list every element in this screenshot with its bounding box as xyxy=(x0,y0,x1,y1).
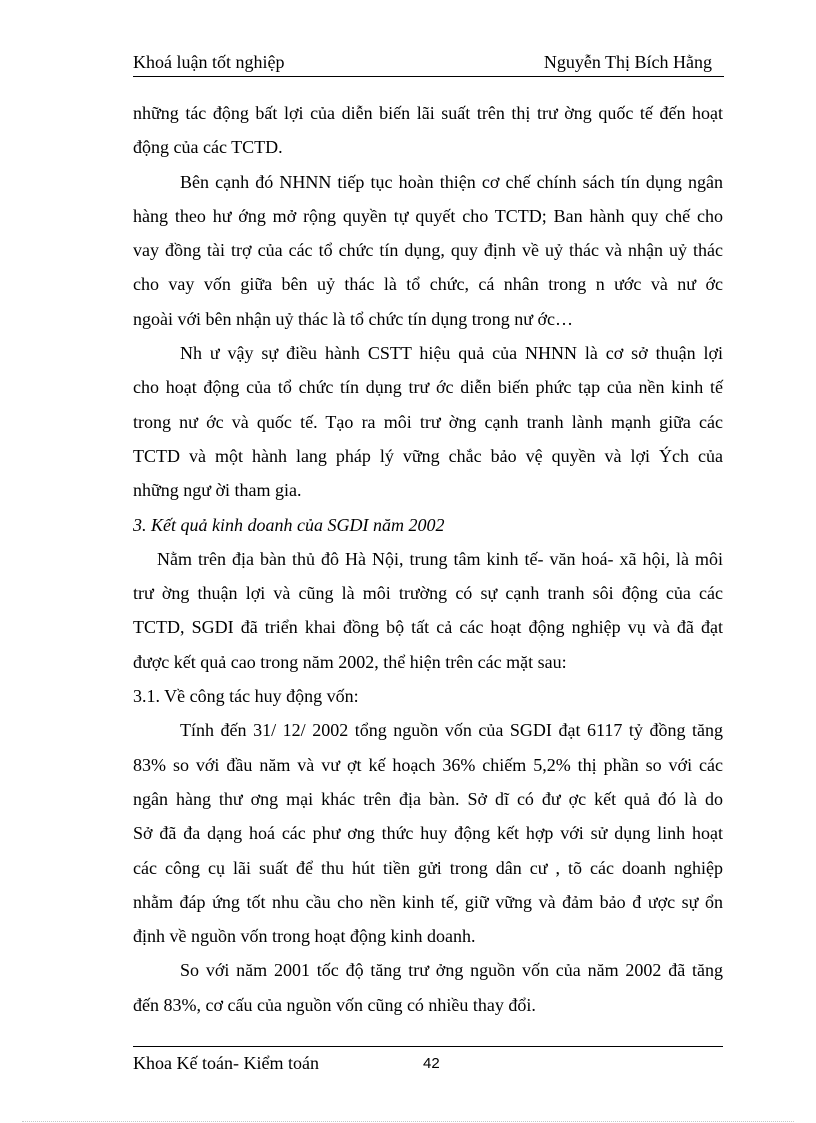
text-line: nhằm đáp ứng tốt nhu cầu cho nền kinh tế, giữ vững và đảm bảo đ ược sự ổn xyxy=(133,891,723,912)
footer-department: Khoa Kế toán- Kiểm toán xyxy=(133,1053,319,1073)
text-line: trong nư ớc và quốc tế. Tạo ra môi trư ờng cạnh tranh lành mạnh giữa các xyxy=(133,411,723,432)
section-heading: 3. Kết quả kinh doanh của SGDI năm 2002 xyxy=(133,514,445,535)
text-line: động của các TCTD. xyxy=(133,137,283,158)
header-author-name: Nguyễn Thị Bích Hằng xyxy=(543,52,712,72)
text-line: được kết quả cao trong năm 2002, thể hiện trên các mặt sau: xyxy=(133,651,567,672)
paragraph-start: So với năm 2001 tốc độ tăng trư ởng nguồn vốn của năm 2002 đã tăng xyxy=(180,960,723,981)
paragraph-start: Nằm trên địa bàn thủ đô Hà Nội, trung tâm kinh tế- văn hoá- xã hội, là môi xyxy=(157,548,723,569)
text-line: Sở đã đa dạng hoá các phư ơng thức huy động kết hợp với sử dụng linh hoạt xyxy=(133,823,723,844)
text-line: ngân hàng thư ơng mại khác trên địa bàn. Sở dĩ có đư ợc kết quả đó là do xyxy=(133,788,723,809)
header-thesis-title: Khoá luận tốt nghiệp xyxy=(133,52,285,72)
paragraph-start: Nh ư vậy sự điều hành CSTT hiệu quả của NHNN là cơ sở thuận lợi xyxy=(180,343,723,364)
text-line: trư ờng thuận lợi và cũng là môi trường có sự cạnh tranh sôi động của các xyxy=(133,583,723,604)
text-line: cho hoạt động của tổ chức tín dụng trư ớc diễn biến phức tạp của nền kinh tế xyxy=(133,377,723,398)
text-line: định về nguồn vốn trong hoạt động kinh doanh. xyxy=(133,926,476,947)
text-line: đến 83%, cơ cấu của nguồn vốn cũng có nhiều thay đổi. xyxy=(133,994,536,1015)
text-line: ngoài với bên nhận uỷ thác là tổ chức tín dụng trong nư ớc… xyxy=(133,308,573,329)
page-header xyxy=(133,52,724,77)
text-line: hàng theo hư ớng mở rộng quyền tự quyết cho TCTD; Ban hành quy chế cho xyxy=(133,205,723,226)
text-line: 83% so với đầu năm và vư ợt kế hoạch 36% chiếm 5,2% thị phần so với các xyxy=(133,754,723,775)
page-footer xyxy=(133,1046,723,1077)
page-edge-divider xyxy=(22,1121,794,1122)
text-line: những tác động bất lợi của diễn biến lãi suất trên thị trư ờng quốc tế đến hoạt xyxy=(133,103,723,123)
text-line: cho vay vốn giữa bên uỷ thác là tổ chức, cá nhân trong n ước và nư ớc xyxy=(133,274,723,295)
text-line: các công cụ lãi suất để thu hút tiền gửi trong dân cư , tõ các doanh nghiệp xyxy=(133,857,723,878)
paragraph-start: Bên cạnh đó NHNN tiếp tục hoàn thiện cơ chế chính sách tín dụng ngân xyxy=(180,171,723,192)
subsection-heading: 3.1. Về công tác huy động vốn: xyxy=(133,686,359,707)
text-line: TCTD, SGDI đã triển khai đồng bộ tất cả các hoạt động nghiệp vụ và đã đạt xyxy=(133,617,723,638)
text-line: những ngư ời tham gia. xyxy=(133,480,302,501)
paragraph-start: Tính đến 31/ 12/ 2002 tổng nguồn vốn của SGDI đạt 6117 tỷ đồng tăng xyxy=(180,720,723,741)
page-number: 42 xyxy=(423,1055,440,1072)
text-line: TCTD và một hành lang pháp lý vững chắc bảo vệ quyền và lợi Ých của xyxy=(133,445,723,466)
document-body xyxy=(133,96,723,1022)
text-line: vay đồng tài trợ của các tổ chức tín dụng, quy định về uỷ thác và nhận uỷ thác xyxy=(133,240,723,261)
